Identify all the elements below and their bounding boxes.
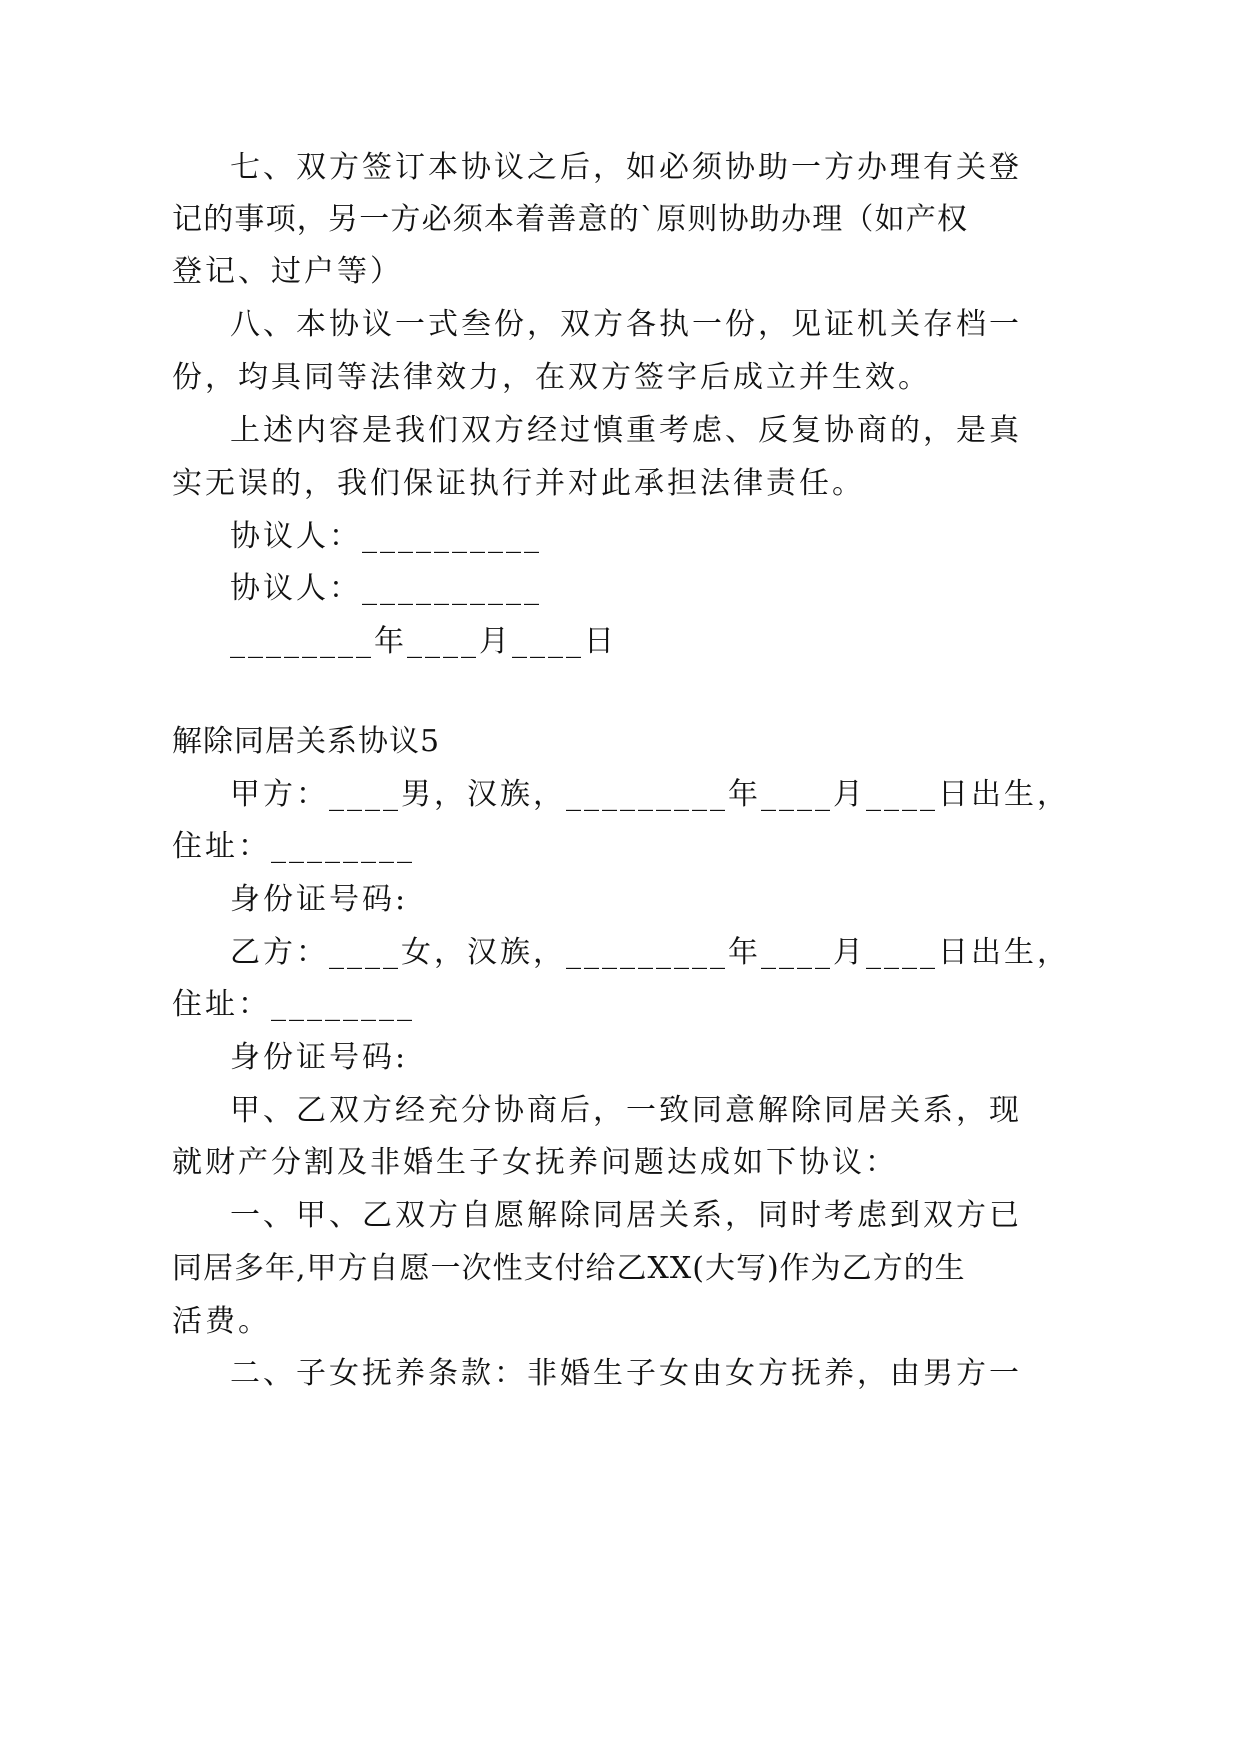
signatory-line-2: 协议人：__________ (230, 571, 542, 606)
party-a-info: 甲方：____男，汉族，_________年____月____日出生， (230, 777, 1070, 812)
preamble-line-1: 甲、乙双方经充分协商后，一致同意解除同居关系，现 (230, 1093, 1022, 1128)
paragraph-8-line-2: 份，均具同等法律效力，在双方签字后成立并生效。 (172, 360, 931, 395)
paragraph-7-line-1: 七、双方签订本协议之后，如必须协助一方办理有关登 (230, 150, 1022, 185)
signatory-line-1: 协议人：__________ (230, 519, 542, 554)
clause-1-line-1: 一、甲、乙双方自愿解除同居关系，同时考虑到双方已 (230, 1198, 1022, 1233)
party-b-address: 住址：________ (172, 987, 415, 1022)
statement-line-2: 实无误的，我们保证执行并对此承担法律责任。 (172, 466, 865, 501)
agreement-title: 解除同居关系协议5 (172, 724, 441, 759)
paragraph-8-line-1: 八、本协议一式叁份，双方各执一份，见证机关存档一 (230, 307, 1022, 342)
clause-1-line-3: 活费。 (172, 1304, 271, 1339)
party-b-id: 身份证号码: (230, 1040, 409, 1075)
paragraph-7-line-2: 记的事项，另一方必须本着善意的`原则协助办理（如产权 (172, 202, 969, 237)
paragraph-7-line-3: 登记、过户等） (172, 254, 403, 289)
party-a-id: 身份证号码: (230, 882, 409, 917)
preamble-line-2: 就财产分割及非婚生子女抚养问题达成如下协议： (172, 1145, 898, 1180)
party-a-address: 住址：________ (172, 829, 415, 864)
clause-2-line-1: 二、子女抚养条款：非婚生子女由女方抚养，由男方一 (230, 1356, 1022, 1391)
statement-line-1: 上述内容是我们双方经过慎重考虑、反复协商的，是真 (230, 413, 1022, 448)
clause-1-line-2: 同居多年,甲方自愿一次性支付给乙XX(大写)作为乙方的生 (172, 1251, 966, 1286)
party-b-info: 乙方：____女，汉族，_________年____月____日出生， (230, 935, 1070, 970)
date-line: ________年____月____日 (230, 624, 617, 659)
